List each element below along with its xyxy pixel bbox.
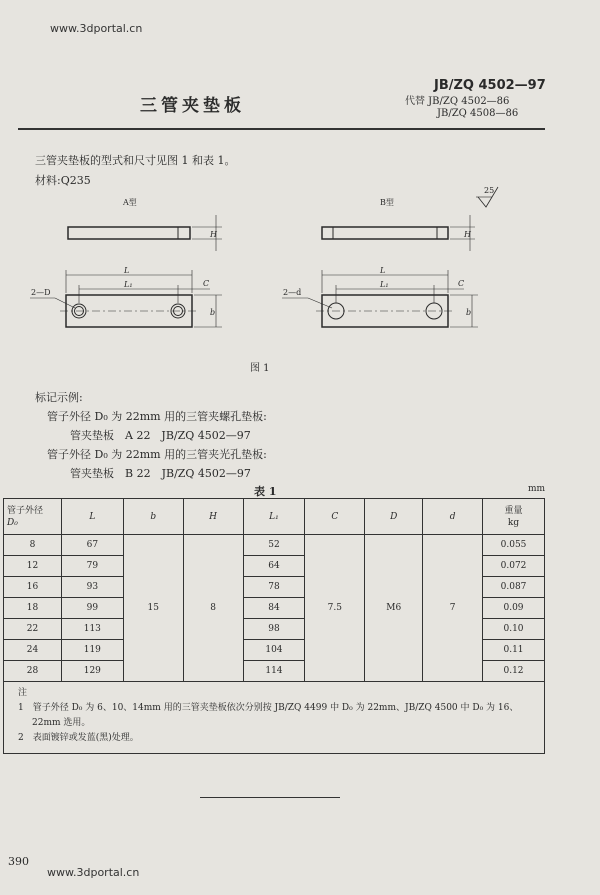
cell-l: 113 (61, 619, 123, 640)
replaces-line-1: 代替 JB/ZQ 4502—86 (405, 96, 510, 107)
standard-number: JB/ZQ 4502—97 (434, 78, 546, 93)
cell-weight: 0.072 (483, 556, 545, 577)
table-unit: mm (528, 484, 546, 494)
type-a-dim-l: L (124, 266, 130, 275)
cell-d0: 24 (4, 640, 62, 661)
cell-l1: 78 (243, 577, 305, 598)
example-2-marking: 管夹垫板 B 22 JB/ZQ 4502—97 (70, 467, 251, 480)
notes-cell (4, 682, 545, 754)
cell-l: 79 (61, 556, 123, 577)
cell-b-common: 15 (123, 535, 183, 682)
type-a-dim-b: b (210, 308, 216, 317)
cell-weight: 0.055 (483, 535, 545, 556)
type-b-side-view (322, 227, 448, 239)
replaces-line-2: JB/ZQ 4508—86 (437, 108, 519, 119)
type-a-dim-l1: L₁ (124, 280, 133, 289)
example-2-description: 管子外径 D₀ 为 22mm 用的三管夹光孔垫板: (47, 448, 267, 461)
header-d0 (4, 499, 62, 535)
page-number: 390 (8, 855, 29, 868)
notes-row (4, 682, 545, 754)
header-rule (18, 128, 545, 130)
cell-l: 119 (61, 640, 123, 661)
cell-d0: 28 (4, 661, 62, 682)
header-h: H (183, 499, 243, 535)
table-header-row (4, 499, 545, 535)
cell-weight: 0.12 (483, 661, 545, 682)
cell-l1: 98 (243, 619, 305, 640)
cell-weight: 0.10 (483, 619, 545, 640)
examples-heading: 标记示例: (35, 391, 83, 404)
cell-d0: 16 (4, 577, 62, 598)
header-d0-symbol: D₀ (7, 517, 18, 528)
figure-1 (0, 185, 600, 380)
intro-line: 三管夹垫板的型式和尺寸见图 1 和表 1。 (35, 154, 236, 167)
table-title: 表 1 (254, 485, 277, 498)
type-a-side-view (68, 227, 190, 239)
header-c: C (305, 499, 365, 535)
example-1-marking: 管夹垫板 A 22 JB/ZQ 4502—97 (70, 429, 251, 442)
material-line: 材料:Q235 (35, 174, 91, 187)
type-b-dim-l1: L₁ (380, 280, 389, 289)
header-d-upper: D (365, 499, 423, 535)
header-l: L (61, 499, 123, 535)
cell-l1: 52 (243, 535, 305, 556)
header-weight-text: 重量 (504, 505, 523, 516)
cell-l1: 104 (243, 640, 305, 661)
page-title: 三管夹垫板 (140, 96, 245, 116)
cell-weight: 0.087 (483, 577, 545, 598)
type-b-label: B型 (380, 198, 394, 207)
cell-d-lower-common: 7 (423, 535, 483, 682)
table-row (4, 535, 545, 556)
note-2: 2 表面镀锌或发蓝(黑)处理。 (18, 733, 139, 743)
dimensions-table (3, 498, 545, 754)
cell-d0: 22 (4, 619, 62, 640)
roughness-value: 25 (484, 186, 495, 195)
cell-weight: 0.09 (483, 598, 545, 619)
type-b-dim-c: C (458, 279, 465, 288)
cell-h-common: 8 (183, 535, 243, 682)
site-url-bottom: www.3dportal.cn (47, 866, 140, 879)
site-url-top: www.3dportal.cn (50, 22, 143, 35)
note-1: 1 管子外径 D₀ 为 6、10、14mm 用的三管夹垫板依次分别按 JB/ZQ 4499 中 D₀ 为 22mm、JB/ZQ 4500 中 D₀ 为 16、 (18, 703, 519, 713)
cell-l1: 64 (243, 556, 305, 577)
example-1-description: 管子外径 D₀ 为 22mm 用的三管夹螺孔垫板: (47, 410, 267, 423)
cell-l1: 84 (243, 598, 305, 619)
cell-l: 99 (61, 598, 123, 619)
cell-d0: 18 (4, 598, 62, 619)
cell-c-common: 7.5 (305, 535, 365, 682)
header-d0-text: 管子外径 (7, 505, 44, 516)
cell-d-upper-common: M6 (365, 535, 423, 682)
header-weight-unit: kg (507, 517, 520, 528)
cell-l1: 114 (243, 661, 305, 682)
type-a-hole-label: 2—D (31, 288, 51, 297)
type-b-dim-b: b (466, 308, 472, 317)
bottom-rule (200, 797, 340, 798)
type-a-label: A型 (123, 198, 137, 207)
type-a-dim-c: C (203, 279, 210, 288)
header-l1: L₁ (243, 499, 305, 535)
figure-caption: 图 1 (250, 363, 270, 374)
cell-weight: 0.11 (483, 640, 545, 661)
header-weight (483, 499, 545, 535)
type-b-dim-h: H (464, 230, 471, 239)
type-b-hole-label: 2—d (283, 288, 302, 297)
cell-l: 129 (61, 661, 123, 682)
cell-l: 67 (61, 535, 123, 556)
cell-l: 93 (61, 577, 123, 598)
header-b: b (123, 499, 183, 535)
cell-d0: 12 (4, 556, 62, 577)
type-a-dim-h: H (210, 230, 217, 239)
note-label: 注 (18, 688, 28, 698)
cell-d0: 8 (4, 535, 62, 556)
type-b-dim-l: L (380, 266, 386, 275)
note-1-continued: 22mm 选用。 (32, 718, 91, 728)
header-d-lower: d (423, 499, 483, 535)
